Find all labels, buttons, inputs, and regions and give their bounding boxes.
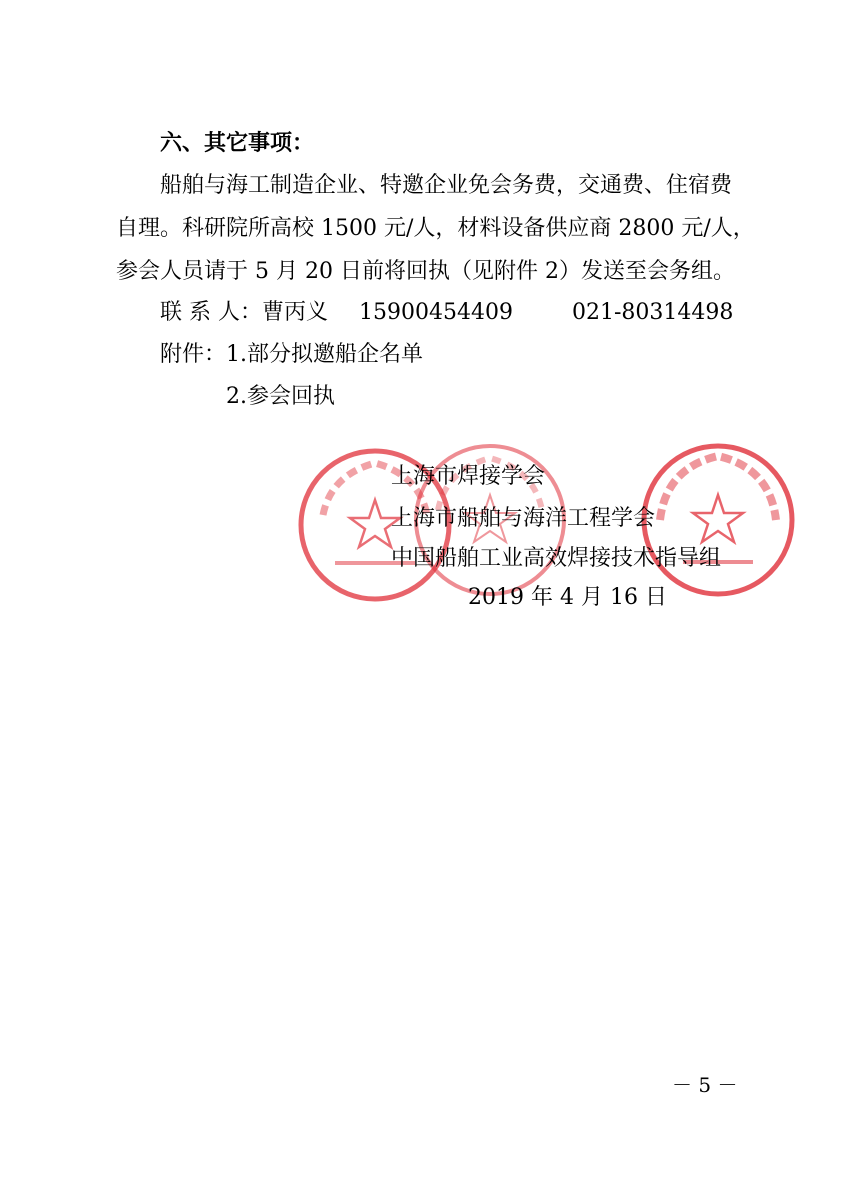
signature-date: 2019 年 4 月 16 日 — [468, 585, 667, 610]
contact-phone: 021-80314498 — [571, 300, 734, 325]
paragraph-line-1: 船舶与海工制造企业、特邀企业免会务费，交通费、住宿费 — [160, 173, 733, 198]
paragraph-line-3: 参会人员请于 5 月 20 日前将回执（见附件 2）发送至会务组。 — [116, 259, 735, 284]
attachments-line-1 — [160, 340, 423, 370]
page-number: － 5 － — [672, 1073, 738, 1097]
contact-label: 联 系 人：曹丙义 — [160, 300, 328, 325]
signature-org-2: 上海市船舶与海洋工程学会 — [391, 506, 656, 531]
signature-org-3: 中国船舶工业高效焊接技术指导组 — [391, 546, 722, 571]
contact-mobile: 15900454409 — [359, 300, 513, 325]
attachment-item-1: 1.部分拟邀船企名单 — [226, 342, 424, 367]
contact-line — [160, 298, 733, 328]
seal-stamp — [638, 440, 798, 600]
attachments-label: 附件： — [160, 342, 227, 367]
attachment-item-2: 2.参会回执 — [226, 384, 335, 409]
signature-org-1: 上海市焊接学会 — [391, 464, 546, 489]
paragraph-line-2: 自理。科研院所高校 1500 元/人，材料设备供应商 2800 元/人， — [116, 216, 755, 241]
section-heading: 六、其它事项： — [160, 130, 315, 156]
